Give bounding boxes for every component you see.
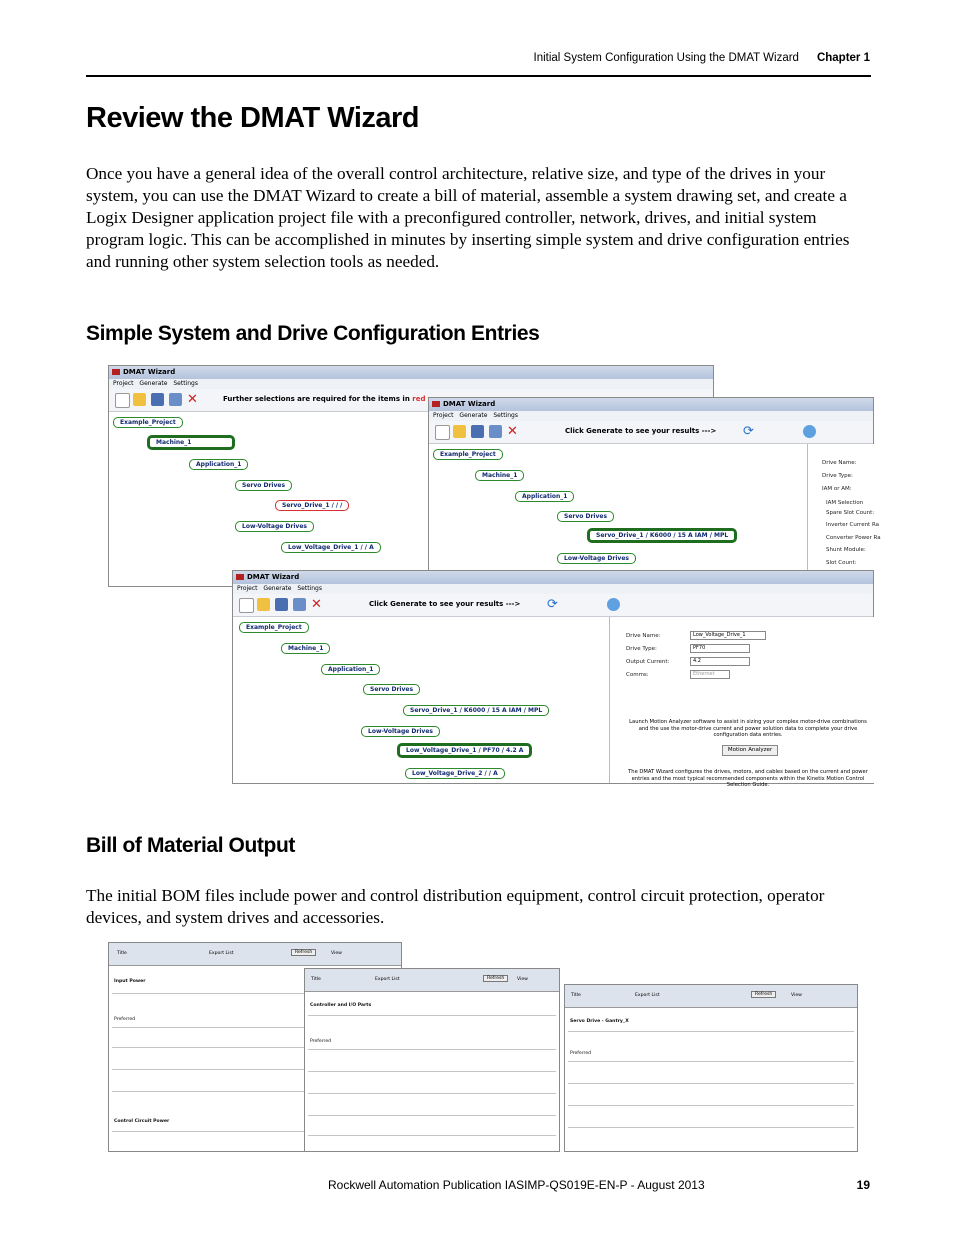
field-label: Drive Name: <box>822 460 857 466</box>
field-label: Drive Type: <box>822 473 853 479</box>
export-checkbox[interactable]: Export List <box>209 951 234 956</box>
publication-footer: Rockwell Automation Publication IASIMP-QS019E-EN-P - August 2013 <box>328 1178 705 1192</box>
tree-node[interactable]: Servo_Drive_1 / K6000 / 15 A IAM / MPL <box>403 705 549 716</box>
menu-bar[interactable]: Project Generate Settings <box>429 411 873 421</box>
bom-sheet-3 <box>564 984 858 1152</box>
export-checkbox[interactable]: Export List <box>375 977 400 982</box>
drive-name-field[interactable]: Low_Voltage_Drive_1 <box>690 631 766 640</box>
tree-node[interactable]: Example_Project <box>239 622 309 633</box>
title-label: Title <box>117 951 127 956</box>
title-label: Title <box>311 977 321 982</box>
status-generate-text: Click Generate to see your results ---> <box>369 600 521 608</box>
page-title: Review the DMAT Wizard <box>86 102 420 134</box>
export-checkbox[interactable]: Export List <box>635 993 660 998</box>
tree-node[interactable]: Low_Voltage_Drive_2 / / A <box>405 768 505 779</box>
field-label: Spare Slot Count: <box>826 510 875 516</box>
tree-node[interactable]: Servo Drives <box>363 684 420 695</box>
view-label: View <box>331 951 342 956</box>
motion-analyzer-button[interactable]: Motion Analyzer <box>722 745 778 756</box>
delete-icon[interactable]: ✕ <box>311 597 322 612</box>
refresh-icon[interactable]: ⟳ <box>547 597 558 612</box>
section-heading-config: Simple System and Drive Configuration Entries <box>86 322 540 345</box>
title-label: Title <box>571 993 581 998</box>
tree-node[interactable]: Machine_1 <box>475 470 524 481</box>
tree-node[interactable]: Application_1 <box>189 459 248 470</box>
tree-node[interactable]: Application_1 <box>515 491 574 502</box>
tree-node[interactable]: Example_Project <box>433 449 503 460</box>
comms-select[interactable]: Ethernet <box>690 670 730 679</box>
section-label: Input Power <box>114 979 146 984</box>
tree-node[interactable]: Low-Voltage Drives <box>235 521 314 532</box>
preferred-label: Preferred <box>310 1039 332 1044</box>
section-label: Control Circuit Power <box>114 1119 170 1124</box>
status-required-text: Further selections are required for the items in red <box>223 395 426 403</box>
refresh-icon[interactable]: ⟳ <box>743 424 754 439</box>
comms-label: Comms: <box>626 672 649 678</box>
preferred-label: Preferred <box>114 1017 136 1022</box>
motion-analyzer-note: Launch Motion Analyzer software to assist in sizing your complex motor-drive combinations and the use the motor-drive current and power solution data to complete your drive configuration data entries. <box>629 719 867 738</box>
drive-name-label: Drive Name: <box>626 633 661 639</box>
window-title: DMAT Wizard <box>233 571 873 584</box>
refresh-button[interactable]: Refresh <box>291 949 316 956</box>
bom-toolbar <box>109 943 401 966</box>
bom-toolbar <box>565 985 857 1008</box>
section-label: Servo Drive - Gantry_X <box>570 1019 629 1024</box>
output-current-select[interactable]: 4.2 <box>690 657 750 666</box>
drive-type-label: Drive Type: <box>626 646 657 652</box>
status-generate-text: Click Generate to see your results ---> <box>565 427 717 435</box>
section-label: Controller and I/O Parts <box>310 1003 372 1008</box>
field-label: Converter Power Ra <box>826 535 881 541</box>
tree-node-incomplete[interactable]: Servo_Drive_1 / / / <box>275 500 349 511</box>
delete-icon[interactable]: ✕ <box>507 424 518 439</box>
bom-toolbar <box>305 969 559 992</box>
tree-node[interactable]: Servo Drives <box>235 480 292 491</box>
window-title: DMAT Wizard <box>109 366 713 379</box>
bom-sheet-2 <box>304 968 560 1152</box>
preferred-label: Preferred <box>570 1051 592 1056</box>
chapter-label: Chapter 1 <box>816 52 870 64</box>
output-current-label: Output Current: <box>626 659 670 665</box>
field-label: IAM or AM: <box>822 486 852 492</box>
tree-node-selected[interactable]: Machine_1 <box>147 435 235 450</box>
group-label: IAM Selection <box>826 500 864 506</box>
page-number: 19 <box>856 1178 870 1192</box>
field-label: Shunt Module: <box>826 547 866 553</box>
running-title: Initial System Configuration Using the DMAT Wizard <box>533 52 799 64</box>
dmat-config-note: The DMAT Wizard configures the drives, motors, and cables based on the current and power entries and the most typical recommended components within the Kinetix Motion Control Selection Guide. <box>628 769 868 788</box>
view-label: View <box>517 977 528 982</box>
tree-node[interactable]: Low_Voltage_Drive_1 / / A <box>281 542 381 553</box>
tree-node[interactable]: Application_1 <box>321 664 380 675</box>
view-label: View <box>791 993 802 998</box>
refresh-button[interactable]: Refresh <box>483 975 508 982</box>
tree-node-selected[interactable]: Low_Voltage_Drive_1 / PF70 / 4.2 A <box>397 743 532 758</box>
intro-paragraph: Once you have a general idea of the overall control architecture, relative size, and type of the drives in your system, you can use the DMAT Wizard to create a bill of material, assemble a system drawing set, and create a Logix Designer application project file with a preconfigured controller, network, drives, and initial system program logic. This can be accomplished in minutes by inserting simple system and drive configuration entries and running other system selection tools as needed. <box>86 164 850 271</box>
menu-bar[interactable]: Project Generate Settings <box>109 379 713 389</box>
bom-paragraph: The initial BOM files include power and control distribution equipment, control circuit protection, operator devices, and system drives and accessories. <box>86 886 825 927</box>
section-heading-bom: Bill of Material Output <box>86 834 295 857</box>
drive-type-select[interactable]: PF70 <box>690 644 750 653</box>
tree-node-selected[interactable]: Servo_Drive_1 / K6000 / 15 A IAM / MPL <box>587 528 737 543</box>
window-title: DMAT Wizard <box>429 398 873 411</box>
field-label: Inverter Current Ra <box>826 522 880 528</box>
tree-node[interactable]: Low-Voltage Drives <box>557 553 636 564</box>
tree-node[interactable]: Servo Drives <box>557 511 614 522</box>
field-label: Slot Count: <box>826 560 857 566</box>
tree-node[interactable]: Example_Project <box>113 417 183 428</box>
menu-bar[interactable]: Project Generate Settings <box>233 584 873 594</box>
delete-icon[interactable]: ✕ <box>187 392 198 407</box>
tree-node[interactable]: Machine_1 <box>281 643 330 654</box>
tree-node[interactable]: Low-Voltage Drives <box>361 726 440 737</box>
refresh-button[interactable]: Refresh <box>751 991 776 998</box>
